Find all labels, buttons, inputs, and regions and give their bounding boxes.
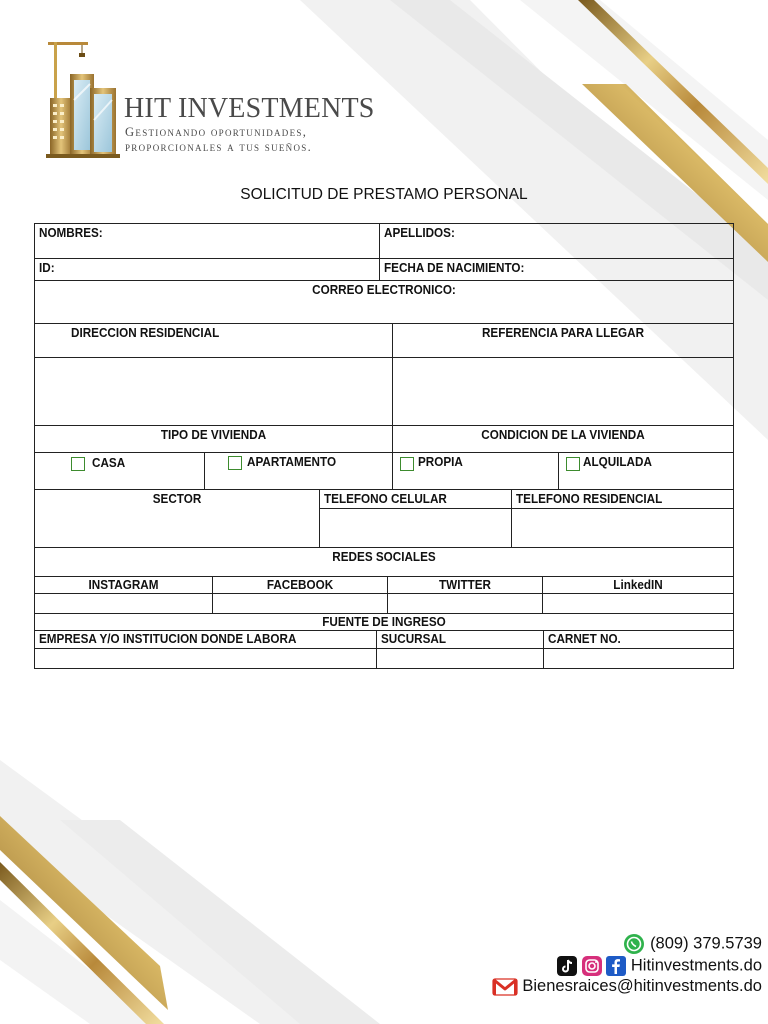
direccion-header — [34, 323, 393, 358]
apellidos-label: APELLIDOS: — [384, 225, 455, 240]
facebook-icon — [606, 956, 626, 976]
condicion-vivienda-header — [392, 425, 734, 453]
id-field[interactable] — [34, 258, 380, 281]
instagram-header — [34, 576, 213, 594]
instagram-icon — [582, 956, 602, 976]
twitter-header — [387, 576, 543, 594]
empresa-input[interactable] — [34, 648, 377, 669]
empresa-header — [34, 630, 377, 649]
condicion-vivienda-label: CONDICION DE LA VIVIENDA — [481, 427, 645, 442]
linkedin-input[interactable] — [542, 593, 734, 614]
brand-tagline — [125, 125, 312, 154]
redes-sociales-label: REDES SOCIALES — [332, 549, 436, 564]
referencia-header — [392, 323, 734, 358]
tipo-vivienda-label: TIPO DE VIVIENDA — [160, 427, 267, 442]
sector-field[interactable] — [34, 489, 320, 548]
facebook-input[interactable] — [212, 593, 388, 614]
direccion-input[interactable] — [34, 357, 393, 426]
correo-field[interactable] — [34, 280, 734, 324]
apellidos-field[interactable] — [379, 223, 734, 259]
casa-checkbox[interactable] — [71, 457, 85, 471]
email-text: Bienesraices@hitinvestments.do — [522, 977, 762, 995]
nombres-field[interactable] — [34, 223, 380, 259]
telefono-celular-label: TELEFONO CELULAR — [324, 491, 447, 506]
twitter-input[interactable] — [387, 593, 543, 614]
sucursal-input[interactable] — [376, 648, 544, 669]
whatsapp-icon — [623, 933, 645, 955]
apartamento-label: APARTAMENTO — [247, 454, 337, 469]
brand-tagline-line2: proporcionales a tus sueños. — [125, 139, 313, 154]
telefono-residencial-input[interactable] — [511, 508, 734, 548]
apartamento-option — [204, 452, 393, 490]
tiktok-icon — [557, 956, 577, 976]
twitter-label: TWITTER — [438, 577, 491, 592]
facebook-header — [212, 576, 388, 594]
building-logo-icon — [44, 40, 122, 160]
website-text: Hitinvestments.do — [630, 956, 762, 975]
linkedin-label: LinkedIN — [613, 577, 663, 592]
alquilada-label: ALQUILADA — [583, 454, 652, 469]
telefono-residencial-label: TELEFONO RESIDENCIAL — [516, 491, 663, 506]
instagram-input[interactable] — [34, 593, 213, 614]
direccion-label: DIRECCION RESIDENCIAL — [71, 325, 220, 340]
instagram-label: INSTAGRAM — [88, 577, 159, 592]
casa-label: CASA — [92, 455, 126, 470]
fuente-ingreso-header — [34, 613, 734, 631]
referencia-input[interactable] — [392, 357, 734, 426]
fecha-nacimiento-label: FECHA DE NACIMIENTO: — [384, 260, 525, 275]
tipo-vivienda-header — [34, 425, 393, 453]
linkedin-header — [542, 576, 734, 594]
fecha-nacimiento-field[interactable] — [379, 258, 734, 281]
nombres-label: NOMBRES: — [39, 225, 103, 240]
sucursal-header — [376, 630, 544, 649]
contact-phone — [623, 933, 762, 955]
apartamento-checkbox[interactable] — [228, 456, 242, 470]
phone-text: (809) 379.5739 — [650, 934, 762, 953]
propia-checkbox[interactable] — [400, 457, 414, 471]
telefono-celular-input[interactable] — [319, 508, 512, 548]
form-title: SOLICITUD DE PRESTAMO PERSONAL — [240, 186, 528, 203]
carnet-header — [543, 630, 734, 649]
telefono-residencial-header — [511, 489, 734, 509]
redes-sociales-header — [34, 547, 734, 577]
alquilada-checkbox[interactable] — [566, 457, 580, 471]
id-label: ID: — [39, 260, 55, 275]
carnet-input[interactable] — [543, 648, 734, 669]
facebook-label: FACEBOOK — [266, 577, 334, 592]
telefono-celular-header — [319, 489, 512, 509]
brand-name: HIT INVESTMENTS — [124, 93, 375, 124]
referencia-label: REFERENCIA PARA LLEGAR — [481, 325, 645, 340]
alquilada-option — [558, 452, 734, 490]
carnet-label: CARNET NO. — [548, 631, 621, 646]
empresa-label: EMPRESA Y/O INSTITUCION DONDE LABORA — [39, 631, 297, 646]
sucursal-label: SUCURSAL — [381, 631, 447, 646]
correo-label: CORREO ELECTRONICO: — [312, 282, 456, 297]
casa-option — [34, 452, 205, 490]
sector-label: SECTOR — [152, 491, 202, 506]
contact-website[interactable] — [557, 956, 762, 976]
gmail-icon — [492, 978, 518, 996]
contact-email[interactable] — [492, 977, 762, 996]
propia-label: PROPIA — [418, 454, 463, 469]
propia-option — [392, 452, 559, 490]
fuente-ingreso-label: FUENTE DE INGRESO — [322, 614, 446, 629]
brand-tagline-line1: Gestionando oportunidades, — [125, 125, 308, 139]
